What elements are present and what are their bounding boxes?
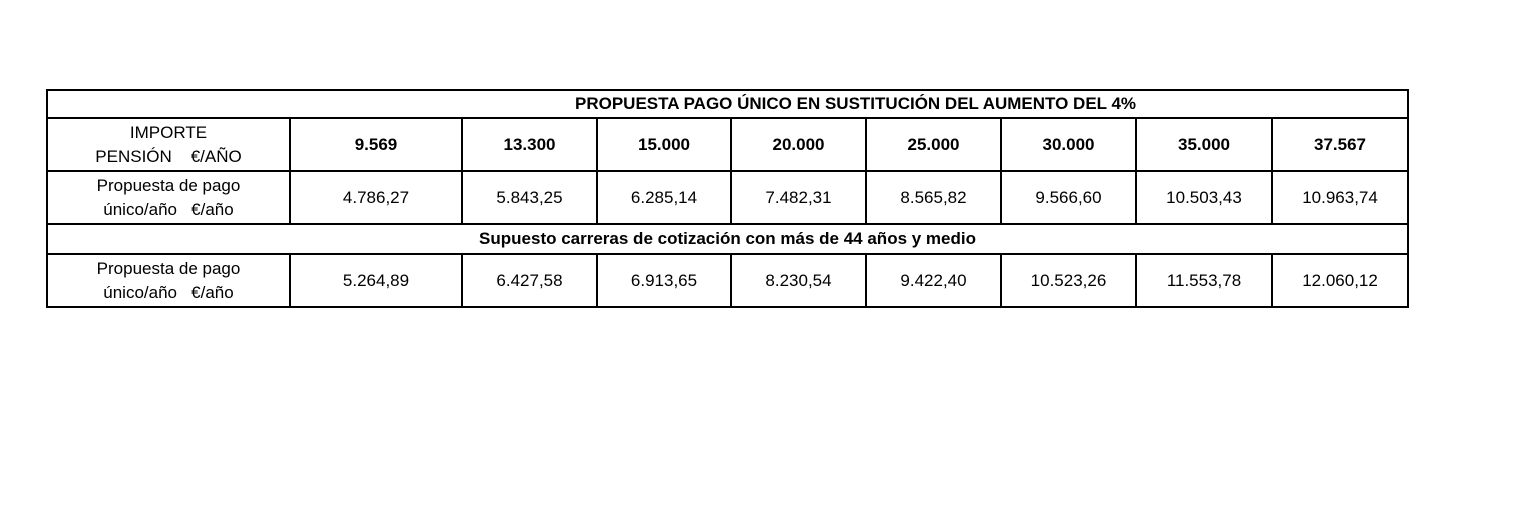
table-cell: 7.482,31 (731, 171, 866, 224)
section-label: Supuesto carreras de cotización con más de 44 años y medio (47, 224, 1408, 254)
header-amount-cell: 37.567 (1272, 118, 1408, 171)
row-label-cell (47, 254, 290, 307)
table-title (47, 90, 1408, 118)
header-amount-cell: 30.000 (1001, 118, 1136, 171)
header-amount-cell: 9.569 (290, 118, 462, 171)
row-label-line1: Propuesta de pago (96, 175, 241, 195)
header-label-line1: IMPORTE (129, 122, 208, 142)
header-amount-cell: 15.000 (597, 118, 731, 171)
table-title-text: PROPUESTA PAGO ÚNICO EN SUSTITUCIÓN DEL AUMENTO DEL 4% (574, 94, 1137, 113)
section-row (47, 224, 1408, 254)
header-amount-cell: 20.000 (731, 118, 866, 171)
row-label-line1: Propuesta de pago (96, 258, 241, 278)
pension-table (46, 89, 1409, 308)
table-cell: 10.503,43 (1136, 171, 1272, 224)
header-amount-cell: 35.000 (1136, 118, 1272, 171)
table-cell: 10.523,26 (1001, 254, 1136, 307)
row-label-line2: único/año €/año (103, 199, 234, 219)
table-cell: 6.285,14 (597, 171, 731, 224)
table-cell: 9.422,40 (866, 254, 1001, 307)
table-cell: 8.565,82 (866, 171, 1001, 224)
row-label-cell (47, 171, 290, 224)
table-row (47, 171, 1408, 224)
row-label-line2: único/año €/año (103, 282, 234, 302)
header-row (47, 118, 1408, 171)
header-amount-cell: 13.300 (462, 118, 597, 171)
table-cell: 9.566,60 (1001, 171, 1136, 224)
header-label-cell (47, 118, 290, 171)
table-cell: 5.264,89 (290, 254, 462, 307)
table-title-row (47, 90, 1408, 118)
table-cell: 6.427,58 (462, 254, 597, 307)
table-cell: 4.786,27 (290, 171, 462, 224)
table-cell: 8.230,54 (731, 254, 866, 307)
table-cell: 12.060,12 (1272, 254, 1408, 307)
table-row (47, 254, 1408, 307)
table-cell: 11.553,78 (1136, 254, 1272, 307)
table-cell: 5.843,25 (462, 171, 597, 224)
table-cell: 6.913,65 (597, 254, 731, 307)
table-cell: 10.963,74 (1272, 171, 1408, 224)
header-amount-cell: 25.000 (866, 118, 1001, 171)
header-label-line2: PENSIÓN €/AÑO (95, 146, 242, 166)
